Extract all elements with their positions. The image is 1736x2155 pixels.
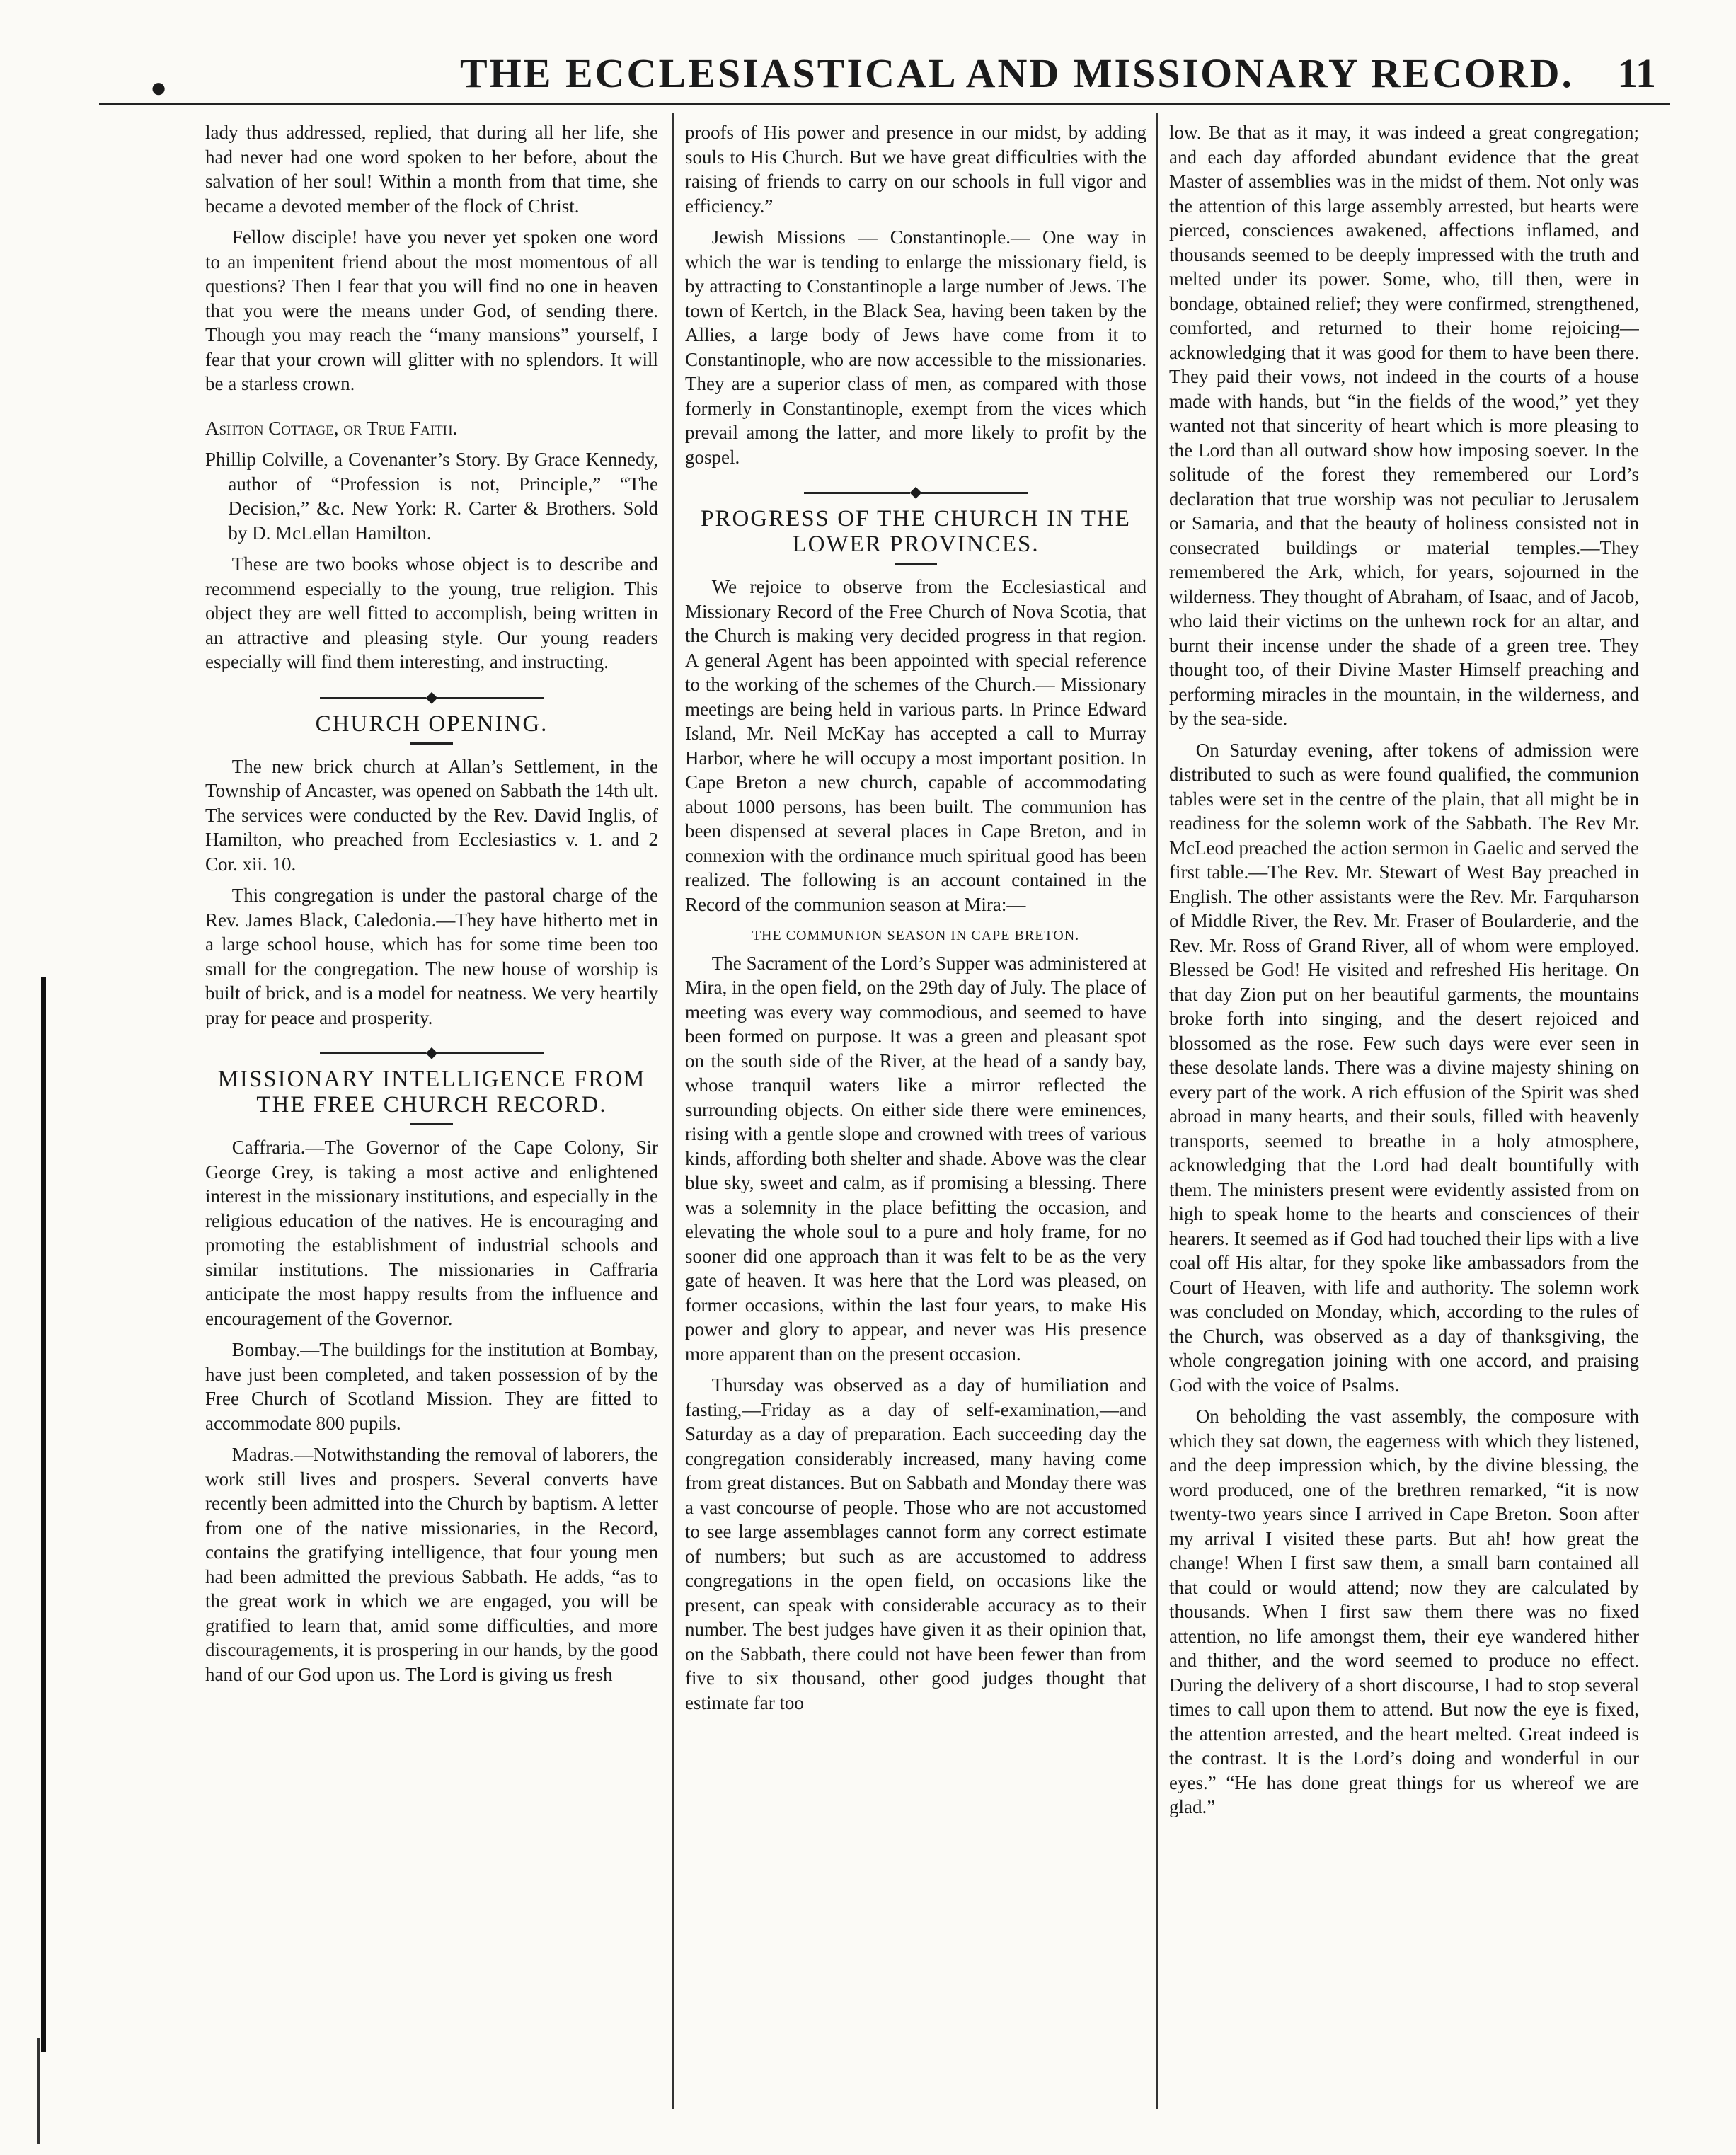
section-heading: MISSIONARY INTELLIGENCE FROM THE FREE CHURCH RECORD. xyxy=(217,1067,646,1117)
paragraph: Bombay.—The buildings for the institution at Bombay, have just been completed, and taken possession of by the Free Church of Scotland Mission. They are fitted to accommodate 800 pupils. xyxy=(205,1339,658,1434)
paragraph: proofs of His power and presence in our midst, by adding souls to His Church. But we have great difficulties with the raising of friends to carry on our schools in full vigor and efficiency.” xyxy=(685,122,1146,217)
paragraph: Fellow disciple! have you never yet spoken one word to an impenitent friend about the most momentous of all questions? Then I fear that you will find no one in heaven that you were the means under God, of sending there. Though you may reach the “many mansions” yourself, I fear that your crown will glitter with no splendors. It will be a starless crown. xyxy=(205,226,658,394)
paragraph: Jewish Missions — Constantinople.— One way in which the war is tending to enlarge the missionary field, is by attracting to Constantinople a large number of Jews. The town of Kertch, in the Black Sea, having been taken by the Allies, a large body of Jews have come from it to Constantinople, who are now accessible to the missionaries. They are a superior class of men, as compared with those formerly in Constantinople, exempt from the vices which prevail among the latter, and more likely to profit by the gospel. xyxy=(685,226,1146,468)
scan-edge-mark-lower xyxy=(37,2038,40,2144)
paragraph: Thursday was observed as a day of humiliation and fasting,—Friday as a day of self-examination,—and Saturday as a day of preparation. Each succeeding day the congregation considerably increased, many having come from great distances. But on Sabbath and Monday there was a vast concourse of people. Those who are not accustomed to see large assemblages cannot form any correct estimate of numbers; but such as are accustomed to address congregations in the open field, on occasions like the present, can speak with considerable accuracy as to their number. The best judges have given it as their opinion that, on the Sabbath, there could not have been fewer than from five to six thousand, other good judges thought that estimate far too xyxy=(685,1374,1146,1713)
paragraph: Caffraria.—The Governor of the Cape Colony, Sir George Grey, is taking a most active and enlightened interest in the missionary institutions, and especially in the religious education of the natives. He is encouraging and promoting the establishment of industrial schools and similar institutions. The missionaries in Caffraria anticipate the most happy results from the influence and encouragement of the Governor. xyxy=(205,1137,658,1329)
column-2 xyxy=(685,120,1146,2102)
subheading: THE COMMUNION SEASON IN CAPE BRETON. xyxy=(752,928,1080,943)
book-title: Phillip Colville, a Covenanter’s Story. By Grace Kennedy, author of “Profession is not, Principle,” “The Decision,” &c. New York: R. Carter & Brothers. Sold by D. McLellan Hamilton. xyxy=(205,449,658,544)
paragraph: On Saturday evening, after tokens of admission were distributed to such as were found qualified, the communion tables were set in the centre of the plain, that all might be in readiness for the solemn work of the Sabbath. The Rev Mr. McLeod preached the action sermon in Gaelic and served the first table.—The Rev. Mr. Stewart of West Bay preached in English. The other assistants were the Rev. Mr. Farquharson of Middle River, the Rev. Mr. Fraser of Boularderie, and the Rev. Mr. Ross of Grand River, all of whom were employed. Blessed be God! He visited and refreshed His heritage. On that day Zion put on her beautiful garments, the mountains broke forth into singing, and the desert rejoiced and blossomed as the rose. Few such days were ever seen in these desolate lands. There was a divine majesty shining on every part of the work. A rich effusion of the Spirit was shed abroad in many hearts, and their souls, filled with heavenly transports, seemed to breathe in a holy atmosphere, acknowledging that the Lord had dealt bountifully with them. The ministers present were evidently assisted from on high to speak home to the hearts and consciences of their hearers. It seemed as if God had touched their lips with a live coal off His altar, for they spoke like ambassadors from the Court of Heaven, with life and authority. The solemn work was concluded on Monday, which, according to the rules of the Church, was observed as a day of thanksgiving, the whole congregation joining with one accord, and praising God with the voice of Psalms. xyxy=(1169,739,1639,1396)
column-3 xyxy=(1169,120,1639,2102)
margin-bullet: ● xyxy=(150,71,168,103)
section-ornament: ◆ xyxy=(205,687,658,707)
section-heading: PROGRESS OF THE CHURCH IN THE LOWER PROVINCES. xyxy=(701,506,1131,557)
heading-dash xyxy=(410,1123,453,1125)
book-notice xyxy=(205,416,658,546)
paragraph: low. Be that as it may, it was indeed a great congregation; and each day afforded abundant evidence that the great Master of assemblies was in the midst of them. Not only was the attention of this large assembly arrested, but hearts were pierced, consciences awakened, affections inflamed, and thousands seemed to be deeply impressed with the truth and melted under its power. Some, who, till then, were in bondage, obtained relief; they were confirmed, strengthened, comforted, and returned to their home rejoicing—acknowledging that it was good for them to have been there. They paid their vows, not indeed in the courts of a house made with hands, but “in the fields of the wood,” yet they wanted not that sincerity of heart which is more pleasing to the Lord than all outward show how imposing soever. In the solitude of the forest they remembered our Lord’s declaration that true worship was not peculiar to Jerusalem or Samaria, and that the beauty of holiness consisted not in consecrated buildings or material temples.—They remembered the Ark, which, for years, sojourned in the wilderness. They thought of Abraham, of Isaac, and of Jacob, who laid their victims on the unhewn rock for an altar, and burnt their incense under the shade of a green tree. They thought too, of their Divine Master Himself preaching and performing miracles in the mountain, in the wilderness, and by the sea-side. xyxy=(1169,122,1639,729)
column-divider-1 xyxy=(672,113,674,2109)
heading-dash xyxy=(410,742,453,745)
header-rule xyxy=(99,103,1670,105)
section-ornament: ◆ xyxy=(205,1042,658,1062)
paragraph: The new brick church at Allan’s Settlement, in the Township of Ancaster, was opened on Sabbath the 14th ult. The services were conducted by the Rev. David Inglis, of Hamilton, who preached from Ecclesiastics v. 1. and 2 Cor. xii. 10. xyxy=(205,755,658,875)
page-header xyxy=(149,47,1670,103)
paragraph: We rejoice to observe from the Ecclesiastical and Missionary Record of the Free Church of Nova Scotia, that the Church is making very decided progress in that region. A general Agent has been appointed with special reference to the working of the schemes of the Church.— Missionary meetings are being held in various parts. In Prince Edward Island, Mr. Neil McKay has accepted a call to Murray Harbor, where he will occupy a most important position. In Cape Breton a new church, capable of accommodating about 1000 persons, has been built. The communion has been dispensed at several places in Cape Breton, and in connexion with the ordinance much spiritual good has been realized. The following is an account contained in the Record of the communion season at Mira:— xyxy=(685,576,1146,915)
scan-edge-mark xyxy=(41,977,46,2052)
paragraph: This congregation is under the pastoral charge of the Rev. James Black, Caledonia.—They have hitherto met in a large school house, which has for some time been too small for the congregation. The new house of worship is built of brick, and is a model for neatness. We very heartily pray for peace and prosperity. xyxy=(205,885,658,1028)
paragraph: These are two books whose object is to describe and recommend especially to the young, true religion. This object they are well fitted to accomplish, being written in an attractive and pleasing style. Our young readers especially will find them interesting, and instructing. xyxy=(205,553,658,672)
running-title: THE ECCLESIASTICAL AND MISSIONARY RECORD. xyxy=(460,50,1574,96)
section-heading: CHURCH OPENING. xyxy=(315,711,548,737)
column-1 xyxy=(205,120,658,2102)
paragraph: Madras.—Notwithstanding the removal of laborers, the work still lives and prospers. Several converts have recently been admitted into the Church by baptism. A letter from one of the native missionaries, in the Record, contains the gratifying intelligence, that four young men had been admitted the previous Sabbath. He adds, “as to the great work in which we are engaged, you will be gratified to learn that, amid some difficulties, and more discouragements, it is prospering in our hands, by the good hand of our God upon us. The Lord is giving us fresh xyxy=(205,1444,658,1685)
book-title: Ashton Cottage, or True Faith. xyxy=(205,417,458,439)
column-divider-2 xyxy=(1156,113,1158,2109)
paragraph: The Sacrament of the Lord’s Supper was administered at Mira, in the open field, on the 29th day of July. The place of meeting was every way commodious, and seemed to have been formed on purpose. It was a green and pleasant spot on the south side of the River, at the head of a sandy bay, whose tranquil waters like a mirror reflected the surrounding objects. On either side there were eminences, rising with a gentle slope and crowned with trees of various kinds, affording both shelter and shade. Above was the clear blue sky, sweet and calm, as if promising a blessing. There was a solemnity in the place befitting the occasion, and elevating the whole soul to a pure and holy frame, for no sooner did one approach than it was felt to be as the very gate of heaven. It was here that the Lord was pleased, on former occasions, within the last four years, to make His power and glory to appear, and never was His presence more apparent than on the present occasion. xyxy=(685,952,1146,1364)
section-ornament: ◆ xyxy=(685,482,1146,502)
paragraph: On beholding the vast assembly, the composure with which they sat down, the eagerness with which they listened, and the deep impression which, by the divine blessing, the word produced, one of the brethren remarked, “it is now twenty-two years since I arrived in Cape Breton. Soon after my arrival I visited these parts. But ah! how great the change! When I first saw them, a small barn contained all that could or would attend; now they are calculated by thousands. When I first saw them there was no fixed attention, no life amongst them, their eye wandered hither and thither, and the word seemed to produce no effect. During the delivery of a short discourse, I had to stop several times to call upon them to attend. But now the eye is fixed, the attention arrested, and the heart melted. Great indeed is the contrast. It is the Lord’s doing and wonderful in our eyes.” “He has done great things for us whereof we are glad.” xyxy=(1169,1406,1639,1817)
page-number: 11 xyxy=(1617,50,1656,96)
paragraph: lady thus addressed, replied, that during all her life, she had never had one word spoken to her before, about the salvation of her soul! Within a month from that time, she became a devoted member of the flock of Christ. xyxy=(205,122,658,217)
heading-dash xyxy=(895,563,937,565)
